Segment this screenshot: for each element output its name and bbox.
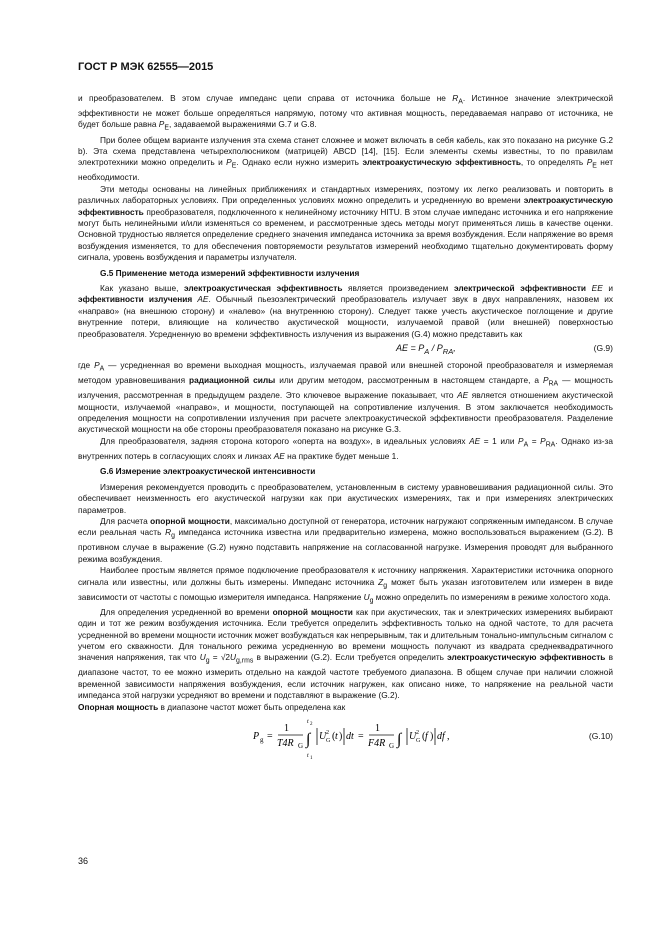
paragraph: Измерения рекомендуется проводить с преобразователем, установленным в систему уравновешивания радиационной силы. Это обеспечивает неизменность его акустической нагрузки как при акустических измерениях, так и при измерениях электрических параметров. bbox=[78, 481, 613, 515]
svg-text:1: 1 bbox=[310, 756, 313, 762]
svg-text:f: f bbox=[425, 731, 428, 743]
formula-g10 bbox=[78, 715, 613, 761]
paragraph: Наиболее простым является прямое подключение преобразователя к источнику напряжения. Характеристики источника опорного сигнала или известны, или должны быть измерены. Импеданс источника $Z_g$ может быть указан изготовителем или измерен в виде зависимости от частоты с помощью измерителя импеданса. Напряжение $U_g$ можно определить по измерениям в режиме холостого хода. bbox=[78, 565, 613, 605]
formula-g10-graphic bbox=[253, 715, 523, 761]
formula-number: (G.9) bbox=[593, 343, 613, 354]
paragraph: Для преобразователя, задняя сторона которого «оперта на воздух», в идеальных условиях AE = 1 или $P_A = P_{RA}$. Однако из-за внутренних потерь в согласующих слоях и линзах AE на практике будет меньше 1. bbox=[78, 435, 613, 461]
svg-text:1: 1 bbox=[375, 723, 380, 735]
paragraph: Для расчета опорной мощности, максимально доступной от генератора, источник нагружают сопряженным импедансом. В случае если реальная часть $R_g$ импеданса источника известна или предварительно измерена, можно воспользоваться выражением (G.2). В противном случае в выражение (G.2) нужно подставить напряжение на согласованной нагрузке. Измерения проводят для выбранного режима возбуждения. bbox=[78, 515, 613, 564]
svg-text:U: U bbox=[409, 731, 417, 743]
svg-text:P: P bbox=[253, 731, 260, 743]
svg-text:F4R: F4R bbox=[368, 738, 386, 750]
section-heading: G.6 Измерение электроакустической интенсивности bbox=[100, 466, 316, 477]
document-header: ГОСТ Р МЭК 62555—2015 bbox=[78, 61, 214, 73]
svg-text:=: = bbox=[358, 731, 364, 743]
svg-text:T4R: T4R bbox=[277, 738, 294, 750]
svg-text:g: g bbox=[260, 736, 264, 745]
svg-text:G: G bbox=[326, 738, 331, 745]
formula-g9 bbox=[78, 340, 613, 360]
page-content bbox=[78, 93, 613, 761]
paragraph: При более общем варианте излучения эта схема станет сложнее и может включать в себя кабель, как это показано на рисунке G.2 b). Эта схема представлена четырехполюсником (матрицей) ABCD [14], [15]. Если элементы схемы известны, то по правилам электротехники можно определить и $P_E$. Однако если нужно измерить электроакустическую эффективность, то определять $P_E$ нет необходимости. bbox=[78, 134, 614, 183]
svg-text:U: U bbox=[319, 731, 327, 743]
svg-text:2: 2 bbox=[326, 730, 329, 737]
paragraph: Эти методы основаны на линейных приближениях и стандартных измерениях, поэтому их легко реализовать и повторить в различных лабораторных условиях. При определенных условиях можно определить и усредненную во времени электроакустическую эффективность преобразователя, подключенного к нелинейному источнику HITU. В этом случае импеданс источника и его напряжение могут быть нелинейными и/или изменяться со временем, и рассмотренные здесь методы могут применяться лишь в качестве оценки. Основной трудностью является определение среднего значения импеданса источника за время возбуждения. Если напряжение во время возбуждения изменяется, то для обеспечения повторяемости результатов измерений необходимо тщательно документировать форму сигнала, уровень возбуждения и параметры излучателя. bbox=[78, 183, 613, 263]
section-heading: G.5 Применение метода измерений эффективности излучения bbox=[100, 267, 360, 278]
paragraph: где $P_A$ — усредненная во времени выходная мощность, излучаемая правой или внешней стороной преобразователя и измеряемая методом уравновешивания радиационной силы или другим методом, рассмотренным в настоящем стандарте, а $P_{RA}$ — мощность излучения, рассмотренная в предыдущем разделе. Это ключевое выражение показывает, что AE является отношением акустической мощности, излучаемой «направо», и мощности, поступающей на сопротивление излучения. В этом заключается необходимость определения мощности на сопротивлении излучения при расчете электроакустической эффективности преобразователя. Разделение акустической мощности на обе стороны преобразователя показано на рисунке G.3. bbox=[78, 360, 613, 435]
svg-text:t: t bbox=[307, 753, 309, 760]
formula-expression: AE = $P_A / P_{RA}$, bbox=[396, 343, 456, 356]
page-number: 36 bbox=[78, 856, 89, 866]
formula-number: (G.10) bbox=[588, 731, 613, 742]
svg-text:G: G bbox=[389, 742, 395, 751]
svg-text:=: = bbox=[267, 731, 273, 743]
svg-text:G: G bbox=[416, 738, 421, 745]
svg-text:∫: ∫ bbox=[306, 731, 311, 749]
svg-text:): ) bbox=[339, 731, 343, 743]
svg-text:2: 2 bbox=[416, 730, 419, 737]
paragraph: Как указано выше, электроакустическая эффективность является произведением электрической эффективности EE и эффективности излучения AE. Обычный пьезоэлектрический преобразователь излучает звук в двух направлениях, назовем их «направо» (на внешнюю сторону) и «налево» (на внутреннюю сторону). Следует также учесть акустическое поглощение и другие внутренние потери, влияющие на количество акустической мощности, излучаемой правой (или внешней) поверхностью преобразователя. Усредненную во времени эффективность излучения из выражения (G.4) можно представить как bbox=[78, 283, 614, 339]
svg-text:df: df bbox=[437, 731, 445, 743]
svg-text:,: , bbox=[447, 731, 450, 743]
paragraph: Для определения усредненной во времени опорной мощности как при акустических, так и электрических измерениях выбирают один и тот же режим возбуждения источника. Если требуется определить эффективность только на одной частоте, то для расчета усредненной во времени мощности источник может возбуждаться как непрерывным, так и длительным тонально-импульсным сигналом с учетом его скважности. Для тонального режима усредненную во времени мощность получают из квадрата среднеквадратичного значения напряжения, так что $U_g = √2U_{g,rms}$ в выражении (G.2). Если требуется определить электроакустическую эффективность в диапазоне частот, то ее можно измерить отдельно на каждой частоте требуемого диапазона. В общем случае при наличии сложной временной зависимости напряжения возбуждения, если источник нагружен, как описано ниже, то напряжение на реальной части импеданса этой нагрузки усредняют во времени и подставляют в выражение (G.2). bbox=[78, 606, 614, 701]
svg-text:): ) bbox=[430, 731, 434, 743]
svg-text:dt: dt bbox=[346, 731, 354, 743]
paragraph: и преобразователем. В этом случае импеданс цепи справа от источника больше не $R_A$. Истинное значение электрической эффективности не может больше определяться напрямую, потому что активная мощность, передаваемая направо от источника, не будет больше равна $P_E$, задаваемой выражениями G.7 и G.8. bbox=[78, 93, 613, 133]
svg-text:(: ( bbox=[332, 731, 336, 743]
svg-text:2: 2 bbox=[310, 722, 313, 728]
svg-text:1: 1 bbox=[284, 723, 289, 735]
svg-text:t: t bbox=[307, 719, 309, 726]
svg-text:∫: ∫ bbox=[397, 731, 402, 749]
svg-text:(: ( bbox=[422, 731, 426, 743]
svg-text:G: G bbox=[298, 742, 304, 751]
svg-text:t: t bbox=[335, 731, 338, 743]
paragraph: Опорная мощность в диапазоне частот может быть определена как bbox=[78, 701, 346, 712]
